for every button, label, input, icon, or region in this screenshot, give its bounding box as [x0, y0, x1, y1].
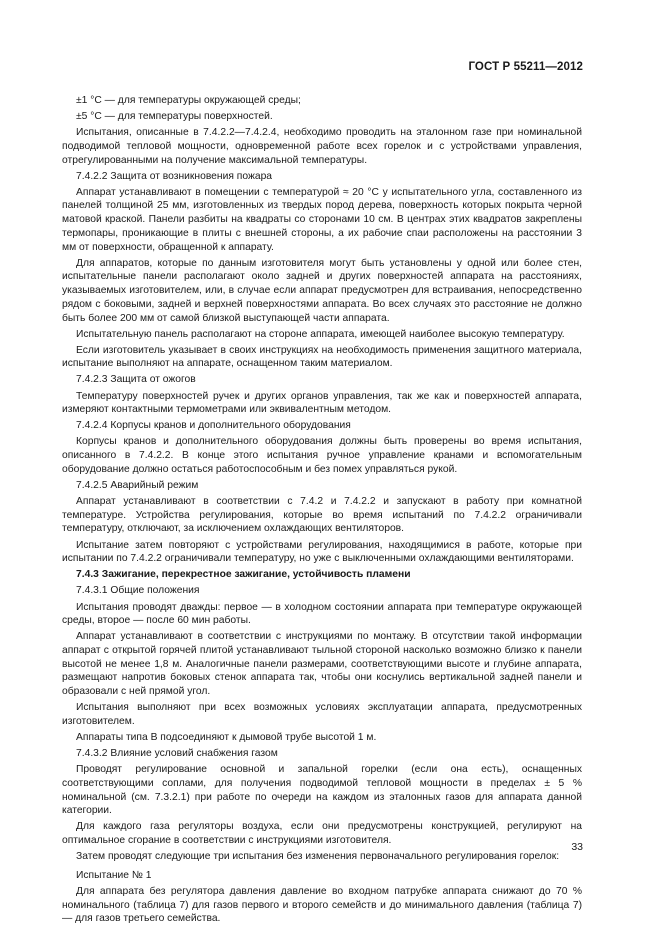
paragraph: 7.4.2.2 Защита от возникновения пожара [76, 170, 273, 182]
paragraph: Испытания, описанные в 7.4.2.2—7.4.2.4, необходимо проводить на эталонном газе при номинальной подводимой тепловой мощности, одновременной работе всех горелок и с устройствами управления, отрегулированными на получение максимальной температуры. [62, 127, 582, 166]
paragraph: Аппарат устанавливают в помещении с температурой ≈ 20 °С у испытательного угла, составленного из панелей толщиной 25 мм, изготовленных из твердых пород дерева, поверхность которых покрыта черной матовой краской. Панели разбиты на квадраты со сторонами 10 см. В центрах этих квадратов закреплены термопары, проникающие в плиты с внешней стороны, а их рабочие спаи расположены на расстоянии 3 мм от поверхности, обращенной к аппарату. [62, 186, 582, 253]
paragraph: 7.4.2.5 Аварийный режим [76, 479, 199, 491]
paragraph: 7.4.3.2 Влияние условий снабжения газом [76, 748, 278, 760]
paragraph: ±5 °С — для температуры поверхностей. [76, 111, 273, 123]
paragraph: Для аппарата без регулятора давления давление во входном патрубке аппарата снижают до 70 % номинального (таблица 7) для газов первого и второго семейств и до минимального давления (таблица 7) — для газов третьего семейства. [62, 886, 582, 925]
page-number: 33 [571, 841, 583, 854]
paragraph: Испытание № 1 [76, 869, 152, 881]
paragraph: Аппарат устанавливают в соответствии с 7.4.2 и 7.4.2.2 и запускают в работу при комнатной температуре. Устройства регулирования, которые во время испытаний по 7.4.2.2 ограничивали температуру, отключают, за исключением охлаждающих вентиляторов. [62, 496, 582, 535]
paragraph: 7.4.3.1 Общие положения [76, 585, 200, 597]
document-standard-id: ГОСТ Р 55211—2012 [468, 61, 583, 73]
paragraph: Корпусы кранов и дополнительного оборудования должны быть проверены во время испытания, описанного в 7.4.2.2. В конце этого испытания ручное управление кранами и вспомогательным оборудование должно остаться работоспособным и без помех управляться рукой. [62, 436, 582, 475]
paragraph: Если изготовитель указывает в своих инструкциях на необходимость применения защитного материала, испытание выполняют на аппарате, оснащенном таким материалом. [62, 344, 582, 370]
paragraph: Температуру поверхностей ручек и других органов управления, так же как и поверхностей аппарата, измеряют контактными термометрами или эквивалентным методом. [62, 390, 582, 416]
paragraph: Проводят регулирование основной и запальной горелки (если она есть), оснащенных соответствующими соплами, для получения подводимой тепловой мощности в пределах ± 5 % номинальной (см. 7.3.2.1) при работе по очереди на каждом из эталонных газов для аппарата данной категории. [62, 764, 582, 817]
paragraph: Аппараты типа В подсоединяют к дымовой трубе высотой 1 м. [76, 732, 377, 744]
paragraph: Затем проводят следующие три испытания без изменения первоначального регулирования горелок: [76, 851, 560, 863]
document-body [62, 94, 582, 929]
paragraph: 7.4.2.3 Защита от ожогов [76, 374, 196, 386]
paragraph: Испытания выполняют при всех возможных условиях эксплуатации аппарата, предусмотренных изготовителем. [62, 702, 582, 727]
paragraph: Аппарат устанавливают в соответствии с инструкциями по монтажу. В отсутствии такой информации аппарат с открытой горячей плитой устанавливают тыльной стороной насколько возможно близко к панели высотой не менее 1,8 м. Аналогичные панели размерами, соответствующими высоте и глубине аппарата, размещают напротив боковых стенок аппарата так, чтобы они коснулись вертикальной задней панели и образовали с ней прямой угол. [62, 631, 582, 698]
paragraph: Испытания проводят дважды: первое — в холодном состоянии аппарата при температуре окружающей среды, второе — после 60 мин работы. [62, 601, 582, 627]
paragraph: Для аппаратов, которые по данным изготовителя могут быть установлены у одной или более стен, испытательные панели располагают около задней и других поверхностей аппарата на расстояниях, указываемых изготовителем, или, в случае если аппарат предусмотрен для встраивания, непосредственно рядом с боковыми, задней и верхней поверхностями аппарата. Во всех случаях это расстояние не должно быть более 200 мм от самой близкой выступающей части аппарата. [62, 257, 582, 324]
paragraph: ±1 °С — для температуры окружающей среды; [76, 95, 301, 106]
paragraph: 7.4.2.4 Корпусы кранов и дополнительного оборудования [76, 420, 351, 432]
paragraph: Испытание затем повторяют с устройствами регулирования, находящимися в работе, которые при испытании по 7.4.2.2 ограничивали температуру, но уже с выключенными охлаждающими вентиляторами. [62, 539, 582, 565]
paragraph: Испытательную панель располагают на стороне аппарата, имеющей наиболее высокую температуру. [76, 328, 565, 340]
paragraph: Для каждого газа регуляторы воздуха, если они предусмотрены конструкцией, регулируют на оптимальное сгорание в соответствии с инструкциями изготовителя. [62, 821, 582, 847]
section-heading: 7.4.3 Зажигание, перекрестное зажигание, устойчивость пламени [76, 569, 411, 581]
